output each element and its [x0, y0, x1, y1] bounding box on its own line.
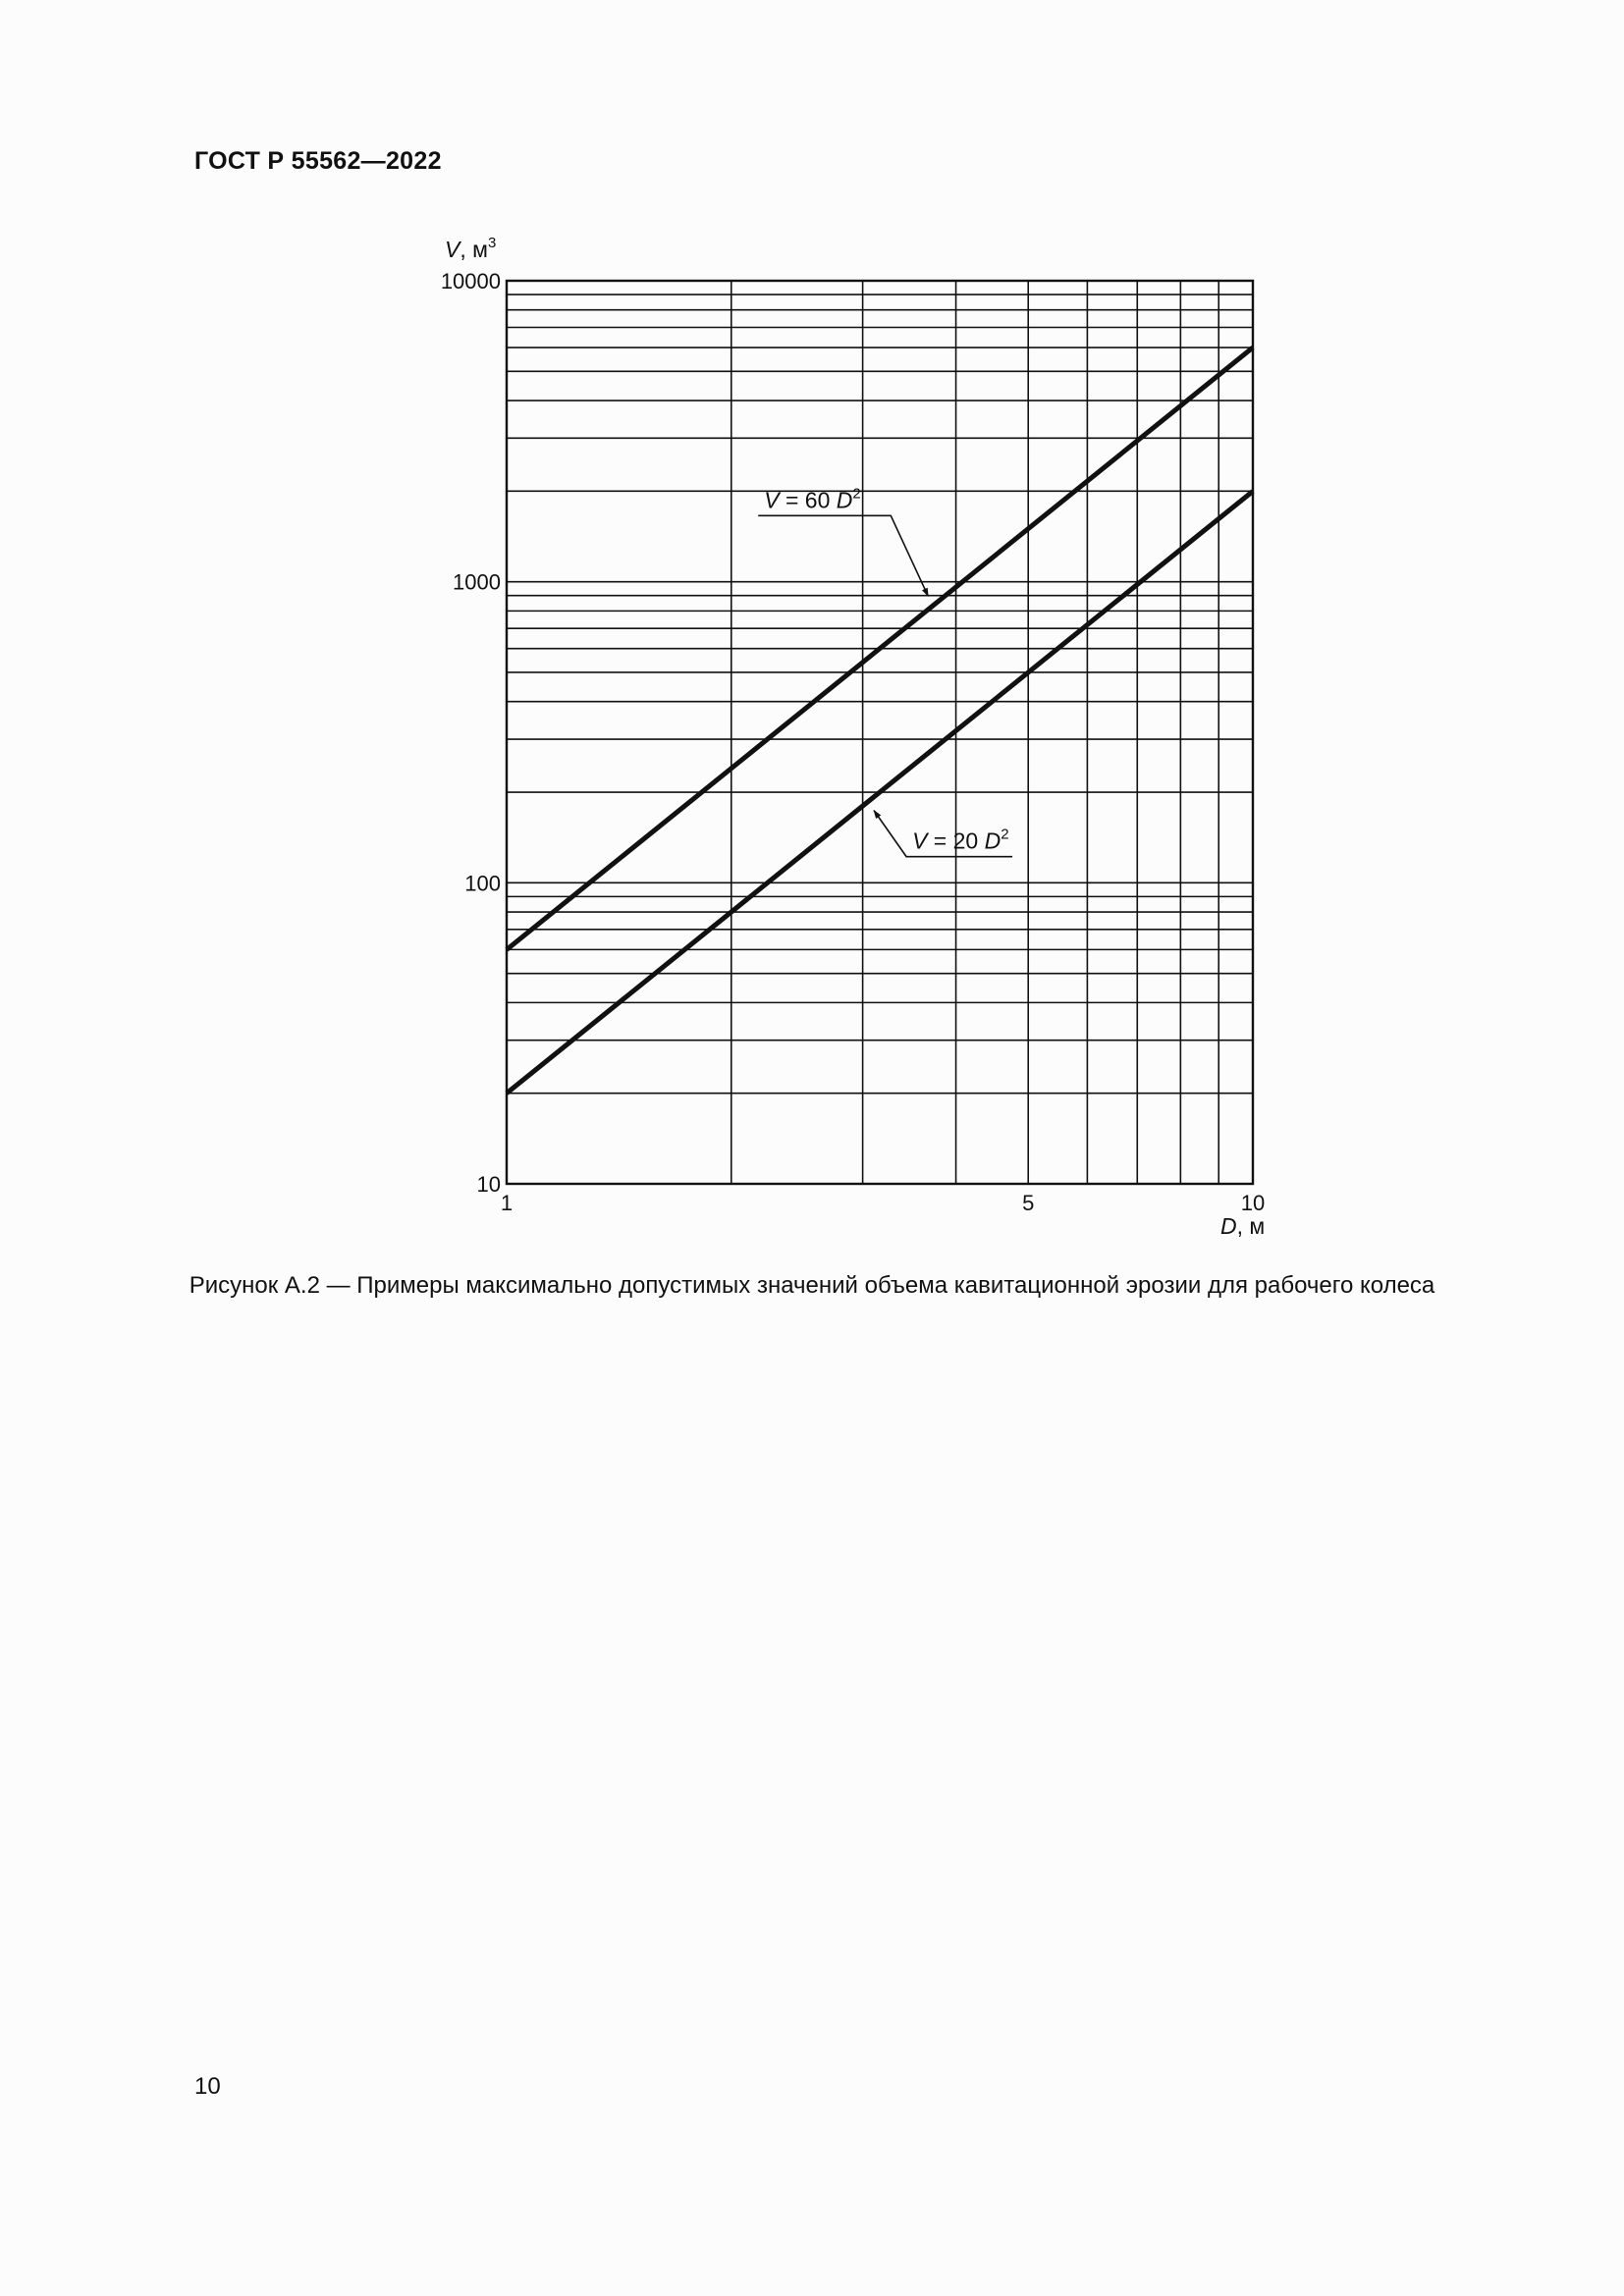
chart-series: [507, 347, 1253, 1094]
plot-frame: [507, 281, 1253, 1184]
chart-annotations: [758, 485, 1012, 856]
annotation-leader-1: [758, 515, 928, 596]
x-axis-title: D, м: [1220, 1213, 1266, 1239]
document-header: ГОСТ Р 55562—2022: [194, 147, 442, 175]
y-tick-label: 10000: [440, 269, 501, 294]
x-tick-label: 1: [500, 1191, 514, 1215]
page-number: 10: [194, 2073, 221, 2100]
y-axis-title: V, $м^3$: [445, 235, 497, 262]
y-tick-label: 10: [476, 1172, 501, 1197]
chart-ticks: [441, 269, 1265, 1215]
y-tick-label: 100: [464, 871, 501, 896]
x-tick-label: 5: [1022, 1191, 1035, 1215]
figure-caption: Рисунок А.2 — Примеры максимально допустимых значений объема кавитационной эрозии для рабочего колеса: [189, 1272, 1435, 1299]
chart-axis-titles: [445, 235, 1265, 1239]
y-tick-label: 1000: [453, 569, 501, 595]
x-tick-label: 10: [1240, 1191, 1266, 1215]
annotation-label-2: V = 20 $D^2$: [912, 826, 1009, 854]
chart-grid: [507, 281, 1253, 1184]
annotation-label-1: V = 60 $D^2$: [764, 485, 861, 513]
